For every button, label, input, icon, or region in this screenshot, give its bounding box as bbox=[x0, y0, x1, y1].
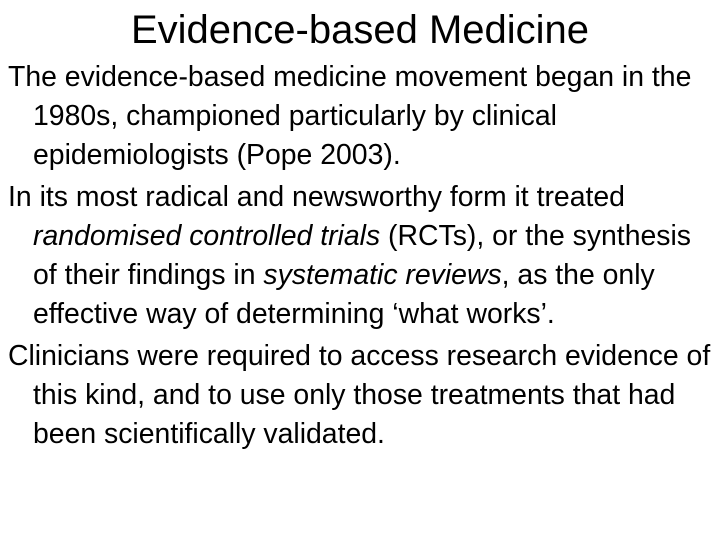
paragraph-3: Clinicians were required to access research evidence of this kind, and to use only those treatments that had been scientifically validated. bbox=[8, 340, 711, 450]
slide-body bbox=[8, 58, 720, 454]
slide-title: Evidence-based Medicine bbox=[130, 8, 590, 52]
paragraph-2 bbox=[8, 178, 720, 334]
emphasis-randomised-controlled-trials: randomised controlled trials bbox=[33, 220, 381, 252]
paragraph-2-text-2: (RCTs), or the synthesis of their findings in bbox=[33, 220, 691, 291]
emphasis-systematic-reviews: systematic reviews bbox=[263, 259, 502, 291]
paragraph-1: The evidence-based medicine movement began in the 1980s, championed particularly by clinical epidemiologists (Pope 2003). bbox=[8, 61, 692, 171]
paragraph-2-text-1: In its most radical and newsworthy form it treated bbox=[8, 181, 625, 213]
paragraph-2-text-3: , as the only effective way of determining ‘what works’. bbox=[33, 259, 655, 330]
